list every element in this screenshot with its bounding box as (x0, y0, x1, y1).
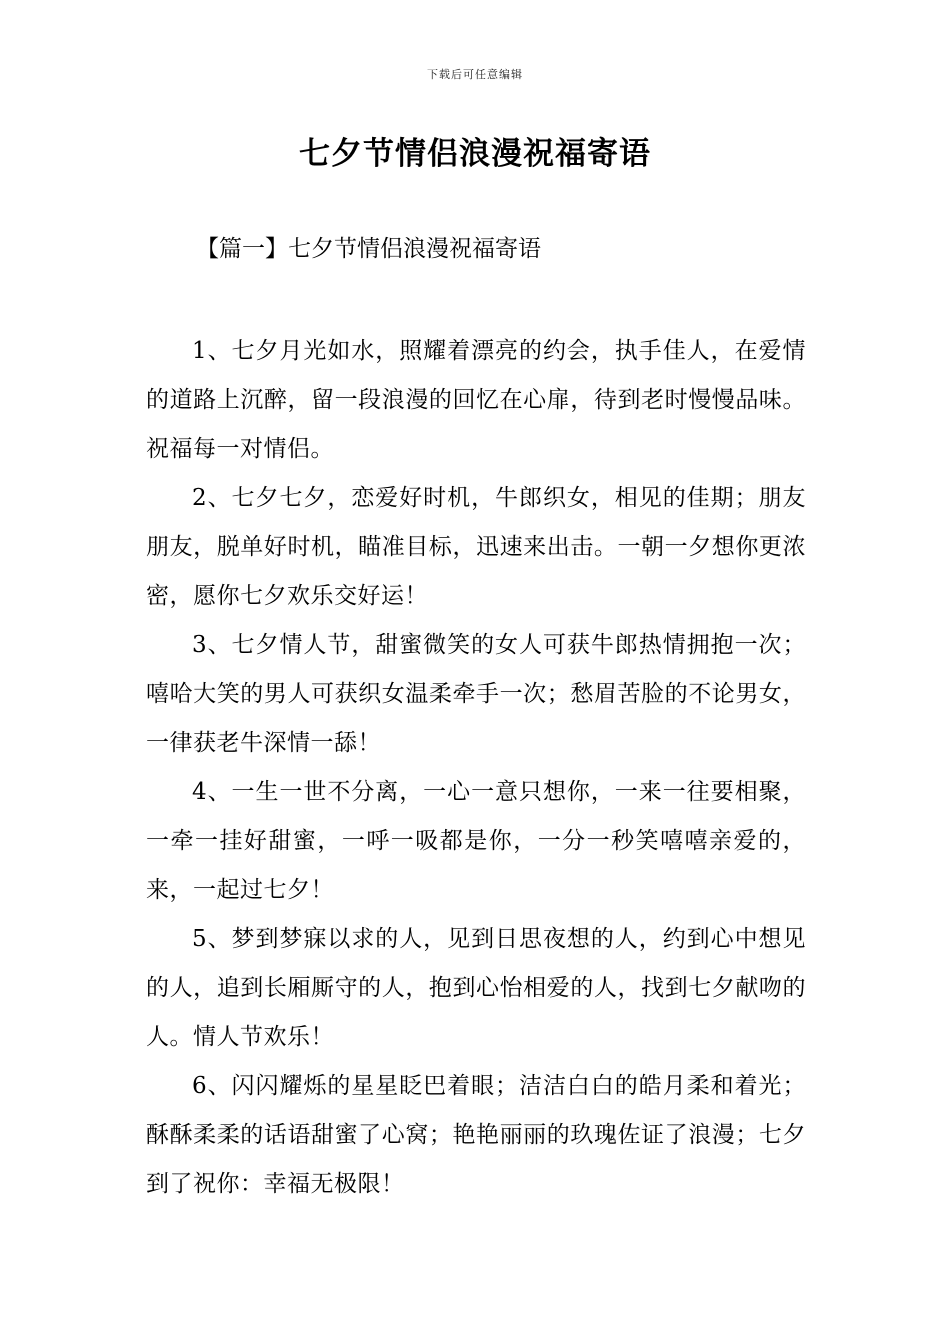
paragraph-5: 5、梦到梦寐以求的人，见到日思夜想的人，约到心中想见的人，追到长厢厮守的人，抱到心怡相爱的人，找到七夕献吻的人。情人节欢乐！ (146, 926, 806, 1050)
section-heading: 【篇一】七夕节情侣浪漫祝福寄语 (196, 236, 541, 262)
header-note: 下载后可任意编辑 (427, 68, 523, 81)
paragraph-3: 3、七夕情人节，甜蜜微笑的女人可获牛郎热情拥抱一次；嘻哈大笑的男人可获织女温柔牵手一次；愁眉苦脸的不论男女，一律获老牛深情一舔！ (146, 632, 806, 756)
body-text (146, 327, 806, 1209)
document-title: 七夕节情侣浪漫祝福寄语 (299, 136, 651, 172)
paragraph-2: 2、七夕七夕，恋爱好时机，牛郎织女，相见的佳期；朋友朋友，脱单好时机，瞄准目标，迅速来出击。一朝一夕想你更浓密，愿你七夕欢乐交好运！ (146, 485, 806, 609)
paragraph-4: 4、一生一世不分离，一心一意只想你，一来一往要相聚，一牵一挂好甜蜜，一呼一吸都是你，一分一秒笑嘻嘻亲爱的，来，一起过七夕！ (146, 779, 806, 903)
paragraph-1: 1、七夕月光如水，照耀着漂亮的约会，执手佳人，在爱情的道路上沉醉，留一段浪漫的回忆在心扉，待到老时慢慢品味。祝福每一对情侣。 (146, 338, 806, 462)
paragraph-6: 6、闪闪耀烁的星星眨巴着眼；洁洁白白的皓月柔和着光；酥酥柔柔的话语甜蜜了心窝；艳艳丽丽的玖瑰佐证了浪漫；七夕到了祝你：幸福无极限！ (146, 1073, 806, 1197)
